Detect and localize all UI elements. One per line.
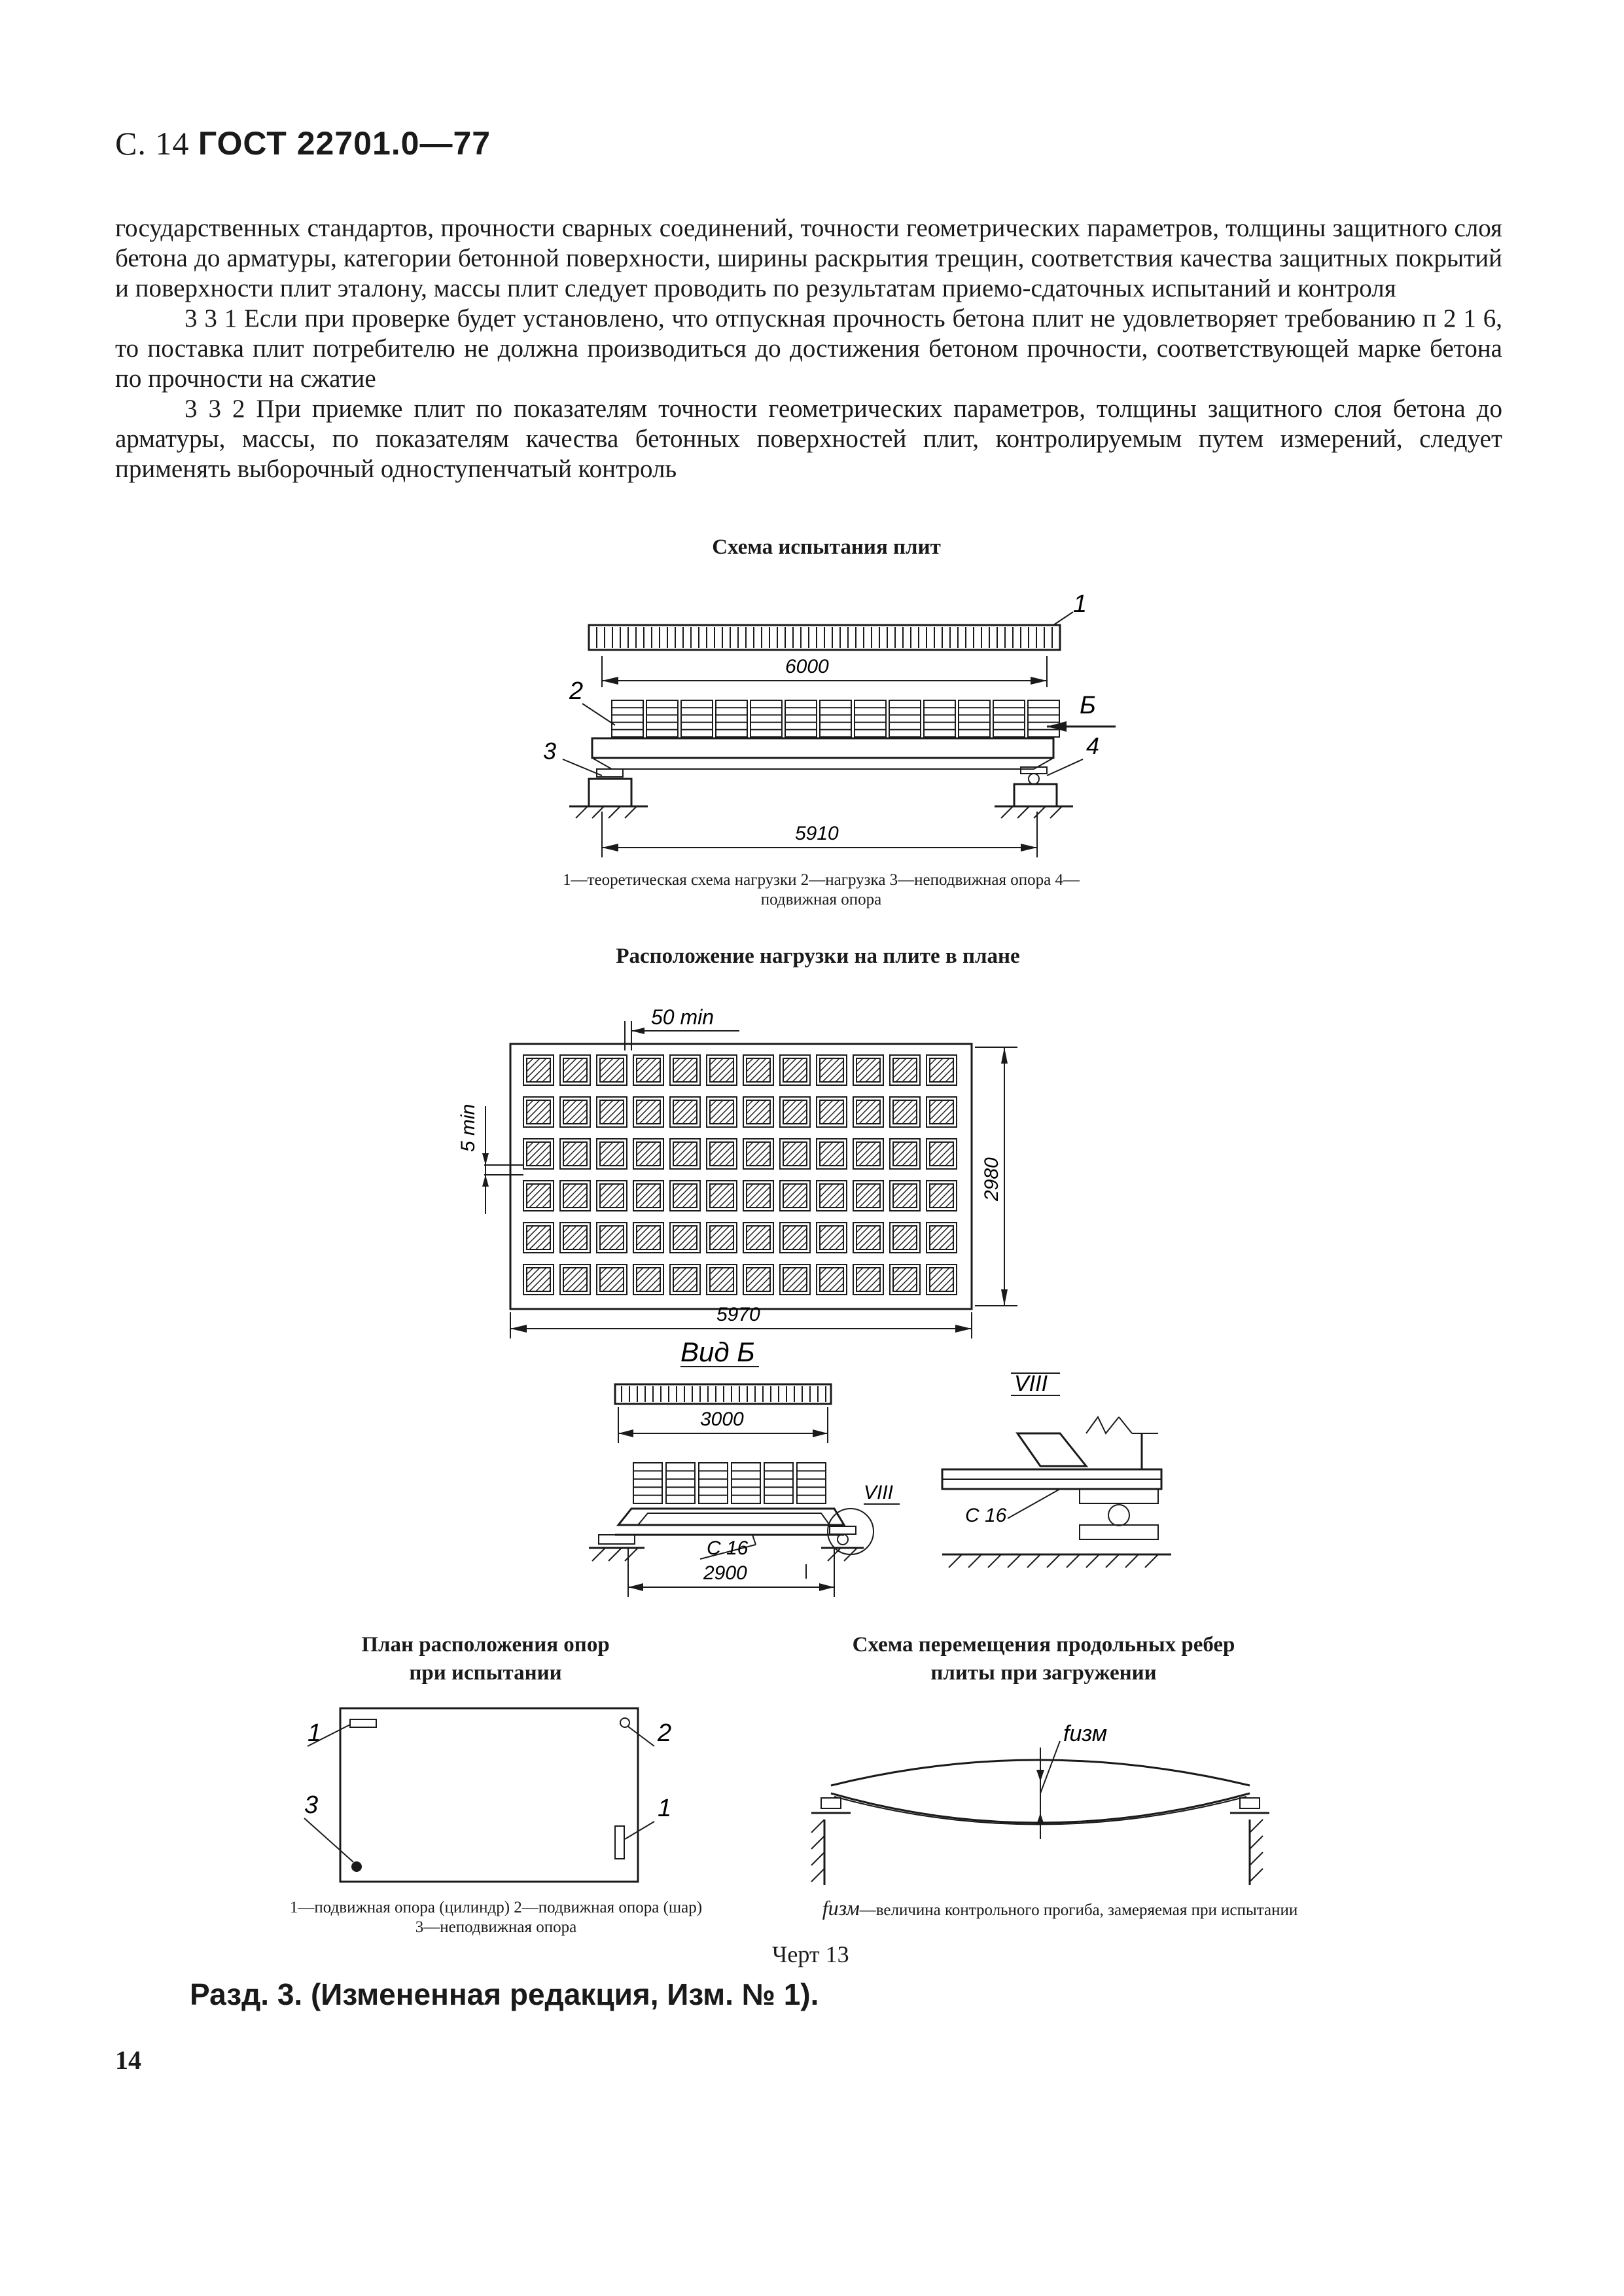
fig3-load-block (764, 1463, 793, 1503)
fig5-title-line1: Схема перемещения продольных ребер (852, 1633, 1235, 1657)
fig3-rib-label: С 16 (707, 1537, 749, 1559)
fig4-slab-outline (340, 1708, 638, 1882)
fig4-caption: 1—подвижная опора (цилиндр) 2—подвижная опора (шар) 3—неподвижная опора (289, 1899, 703, 1936)
fig1-load-block (750, 700, 782, 737)
fig1-load-block (889, 700, 921, 737)
fig1-label-4: 4 (1086, 732, 1100, 759)
fig3-load-block (666, 1463, 695, 1503)
fig3-load-block (797, 1463, 826, 1503)
revision-note (190, 1977, 819, 2012)
page-number: 14 (115, 2045, 141, 2075)
fig5-label: fизм (1063, 1721, 1108, 1746)
fig5-caption-text: —величина контрольного прогиба, замеряемая при испытании (859, 1901, 1298, 1919)
fig3-detail-mark: VIII (864, 1482, 894, 1503)
fig4-support-1-bottom (615, 1826, 624, 1859)
figure-number: Черт 13 (772, 1941, 849, 1967)
fig4-label-1: 1 (308, 1719, 322, 1747)
fig5-caption (811, 1898, 1309, 1920)
paragraph-3-3-1: 3 3 1 Если при проверке будет установлено, что отпускная прочность бетона плит не удовлетворяет требованию п 2 1 6, то поставка плит потребителю не должна производиться до достижения бетоном прочности, соответствующей марке бетона по прочности на сжатие (115, 304, 1502, 393)
fig1-load-block (716, 700, 747, 737)
fig5-title-line2: плиты при загружении (930, 1661, 1157, 1685)
fig1-load-block (612, 700, 643, 737)
fig3-load-block (732, 1463, 760, 1503)
fig3-title: Вид Б (680, 1336, 755, 1367)
fig2-slab-outline (510, 1044, 972, 1309)
fig5-drawing (811, 1721, 1269, 1885)
fig1-label-3: 3 (543, 738, 557, 764)
fig4-drawing (304, 1708, 671, 1882)
paragraph-continued: государственных стандартов, прочности сварных соединений, точности геометрических параметров, толщины защитного слоя бетона до арматуры, категории бетонной поверхности, ширины раскрытия трещин, соответствия качества защитных покрытий и поверхности плит эталону, массы плит следует проводить по результатам приемо-сдаточных испытаний и контроля (115, 214, 1502, 302)
fig2-title: Расположение нагрузки на плите в плане (616, 944, 1020, 968)
fig1-support-left (589, 779, 631, 806)
fig1-dim-6000: 6000 (785, 656, 829, 677)
fig1-load-block (924, 700, 955, 737)
fig1-slab (592, 738, 1053, 758)
fig4-title-line2: при испытании (409, 1661, 562, 1685)
fig3-load-block (699, 1463, 728, 1503)
fig2-dim-50min: 50 min (651, 1005, 715, 1029)
standard-number: ГОСТ 22701.0—77 (198, 125, 491, 162)
fig4-support-2 (620, 1718, 629, 1727)
paragraph-3-3-2: 3 3 2 При приемке плит по показателям точности геометрических параметров, толщины защитного слоя бетона до арматуры, массы, по показателям качества бетонных поверхностей плит, контролируемым путем измерений, следует применять выборочный одноступенчатый контроль (115, 395, 1502, 483)
fig1-support-right (1014, 784, 1057, 806)
fig2-dim-2980: 2980 (981, 1157, 1002, 1201)
fig1-load-block (681, 700, 713, 737)
fig1-load-block (1028, 700, 1059, 737)
fig3-detail-rib: С 16 (965, 1505, 1007, 1526)
fig1-caption: 1—теоретическая схема нагрузки 2—нагрузка 3—неподвижная опора 4—подвижная опора (563, 871, 1080, 908)
fig4-support-1-top (350, 1719, 376, 1727)
fig3-dim-3000: 3000 (700, 1408, 744, 1430)
fig2-drawing (457, 1005, 1017, 1338)
fig1-label-b: Б (1080, 692, 1096, 719)
fig3-load-block (633, 1463, 662, 1503)
fig1-dim-5910: 5910 (795, 823, 839, 844)
fig2-dim-5min: 5 min (457, 1103, 479, 1152)
fig1-load-block (820, 700, 851, 737)
fig1-drawing (543, 590, 1116, 857)
fig1-title: Схема испытания плит (712, 535, 941, 559)
fig4-label-2: 2 (658, 1719, 672, 1747)
fig1-load-block (855, 700, 886, 737)
fig4-label-1b: 1 (658, 1795, 672, 1822)
fig5-caption-symbol: fизм (822, 1896, 860, 1920)
fig3-detail-title: VIII (1014, 1371, 1048, 1396)
fig2-dim-5970: 5970 (716, 1304, 760, 1325)
fig4-label-3: 3 (304, 1791, 319, 1819)
fig1-load-block (646, 700, 678, 737)
revision-note-text: Разд. 3. (Измененная редакция, Изм. № 1). (190, 1977, 819, 2011)
fig1-label-2: 2 (569, 677, 584, 705)
fig1-load-block (785, 700, 817, 737)
page-label: С. 14 (115, 125, 190, 162)
fig3-drawing (589, 1336, 1171, 1597)
fig1-label-1: 1 (1073, 590, 1087, 618)
fig1-load-block (993, 700, 1025, 737)
fig4-title-line1: План расположения опор (361, 1633, 610, 1657)
fig4-support-3 (351, 1861, 362, 1872)
fig1-load-block (959, 700, 990, 737)
fig3-dim-2900: 2900 (703, 1562, 747, 1584)
